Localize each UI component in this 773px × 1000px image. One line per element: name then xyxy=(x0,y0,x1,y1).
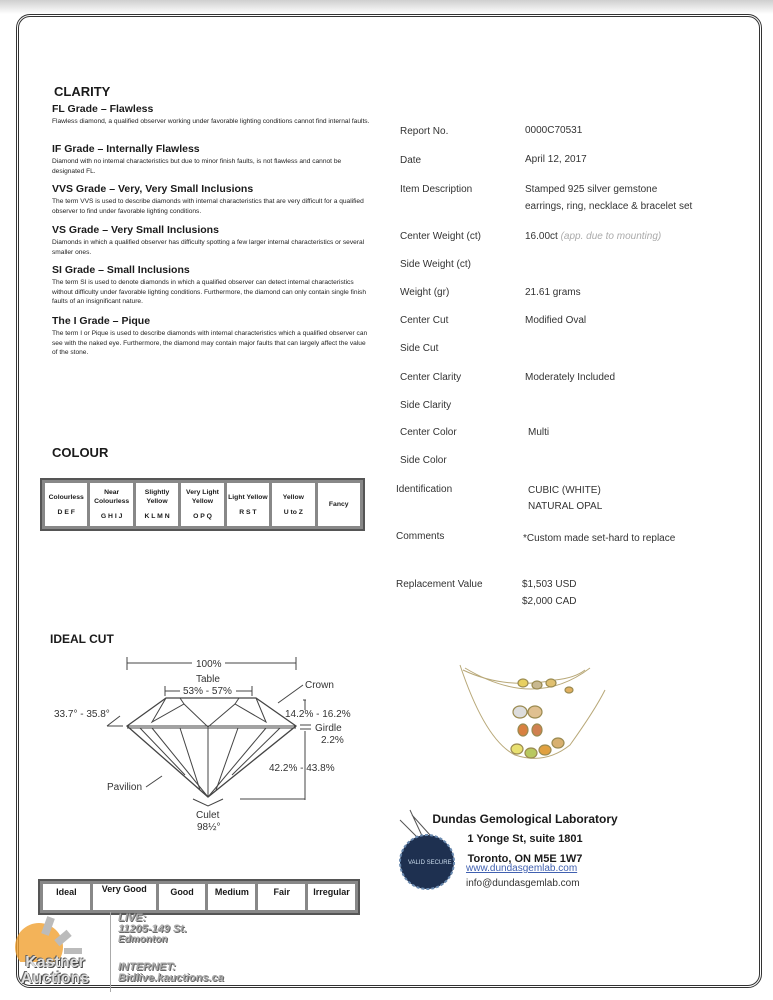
jewelry-photo xyxy=(455,650,615,780)
report-label: Side Color xyxy=(400,455,447,466)
crown-pct-label: 14.2% - 16.2% xyxy=(285,709,351,720)
divider xyxy=(110,912,111,992)
report-label: Date xyxy=(400,155,422,166)
report-value: Stamped 925 silver gemstone xyxy=(525,184,658,195)
grade-desc: The term I or Pique is used to describe diamonds with internal characteristics which a qualified observer can see with the naked eye. Furthermore, the diamond may contain major faults that can largely affect the value of the stone. xyxy=(52,330,368,356)
ideal-cut-heading: IDEAL CUT xyxy=(50,632,114,646)
internet-url: Bidlive.kauctions.ca xyxy=(118,972,224,984)
culet-value: 98½° xyxy=(197,822,221,833)
report-label: Item Description xyxy=(400,184,473,195)
live-address: 11205-149 St. xyxy=(118,923,187,935)
cut-grade-cell: Ideal xyxy=(43,884,90,910)
report-value: $2,000 CAD xyxy=(522,596,577,607)
grade-title: VVS Grade – Very, Very Small Inclusions xyxy=(52,183,254,195)
colour-grades: R S T xyxy=(239,508,257,516)
girdle-pct-label: 2.2% xyxy=(321,735,344,746)
report-value: Moderately Included xyxy=(525,372,616,383)
cut-grade-cell: Good xyxy=(159,884,206,910)
cut-grade-cell: Very Good xyxy=(93,884,156,910)
grade-desc: The term VVS is used to describe diamonds with internal characteristics that are very difficult for a qualified observer to find under favorable lighting conditions. xyxy=(52,198,364,215)
table-pct-label: 53% - 57% xyxy=(183,686,232,697)
grade-title: FL Grade – Flawless xyxy=(52,103,154,115)
report-label: Comments xyxy=(396,531,445,542)
colour-grades: D E F xyxy=(57,508,75,516)
report-note: (app. due to mounting) xyxy=(560,231,662,242)
pavilion-label: Pavilion xyxy=(107,782,143,793)
report-value: $1,503 USD xyxy=(522,579,577,590)
grade-title: SI Grade – Small Inclusions xyxy=(52,264,190,276)
colour-name: Near Colourless xyxy=(94,489,130,505)
colour-name: Very Light Yellow xyxy=(186,489,219,505)
report-label: Side Weight (ct) xyxy=(400,259,471,270)
lab-name: Dundas Gemological Laboratory xyxy=(432,812,618,826)
table-label: Table xyxy=(196,674,220,685)
report-label: Center Cut xyxy=(400,315,449,326)
internet-label: INTERNET: xyxy=(118,961,176,973)
report-label: Center Color xyxy=(400,427,457,438)
report-value: Modified Oval xyxy=(525,315,587,326)
report-label: Center Weight (ct) xyxy=(400,231,481,242)
crown-label: Crown xyxy=(305,680,334,691)
report-value: 21.61 grams xyxy=(525,287,581,298)
grade-desc: The term SI is used to denote diamonds in which a qualified observer can detect internal characteristics without difficulty under favorable lighting conditions. Furthermore, the diamond can only contain single finish faults of an insignificant nature. xyxy=(52,279,366,305)
colour-name: Slightly Yellow xyxy=(144,489,170,505)
report-value: earrings, ring, necklace & bracelet set xyxy=(525,201,693,212)
report-label: Side Clarity xyxy=(400,400,452,411)
grade-title: IF Grade – Internally Flawless xyxy=(52,143,200,155)
cut-grade-cell: Medium xyxy=(208,884,255,910)
colour-grades: U to Z xyxy=(283,508,303,516)
grade-title: VS Grade – Very Small Inclusions xyxy=(52,224,219,236)
lab-city: Toronto, ON M5E 1W7 xyxy=(467,853,583,865)
diamond-diagram xyxy=(0,0,400,880)
report-value: April 12, 2017 xyxy=(525,154,587,165)
live-label: LIVE: xyxy=(118,912,147,924)
cut-grade-scale xyxy=(38,879,360,915)
cut-grade-cell: Irregular xyxy=(308,884,355,910)
colour-name: Fancy xyxy=(328,501,349,508)
cut-grade-cell: Fair xyxy=(258,884,305,910)
report-value: NATURAL OPAL xyxy=(528,501,603,512)
report-label: Replacement Value xyxy=(396,579,483,590)
report-label: Weight (gr) xyxy=(400,287,450,298)
seal-text: VALID SECURE xyxy=(408,860,452,866)
report-value: 0000C70531 xyxy=(525,125,583,136)
report-label: Center Clarity xyxy=(400,372,462,383)
grade-desc: Flawless diamond, a qualified observer working under favorable lighting conditions cannot find internal faults. xyxy=(52,118,370,125)
lab-address: 1 Yonge St, suite 1801 xyxy=(467,833,583,845)
colour-name: Light Yellow xyxy=(228,493,268,501)
report-label: Side Cut xyxy=(400,343,439,354)
colour-name: Yellow xyxy=(282,493,304,501)
crown-angle-label: 33.7° - 35.8° xyxy=(54,709,110,720)
width-label: 100% xyxy=(196,659,222,670)
colour-grades: O P Q xyxy=(193,513,212,520)
report-label: Report No. xyxy=(400,126,449,137)
report-value: *Custom made set-hard to replace xyxy=(523,533,676,544)
colour-grades: K L M N xyxy=(144,513,170,520)
grade-desc: Diamond with no internal characteristics but due to minor finish faults, is not flawless and cannot be designated FL. xyxy=(52,158,342,175)
colour-name: Colourless xyxy=(48,493,84,501)
grade-title: The I Grade – Pique xyxy=(52,315,151,327)
report-label: Identification xyxy=(396,484,453,495)
report-value: CUBIC (WHITE) xyxy=(528,485,601,496)
lab-website-link[interactable]: www.dundasgemlab.com xyxy=(466,863,578,874)
lab-email: info@dundasgemlab.com xyxy=(466,878,580,889)
pavilion-pct-label: 42.2% - 43.8% xyxy=(269,763,335,774)
report-value: Multi xyxy=(528,427,550,438)
live-city: Edmonton xyxy=(118,934,168,945)
girdle-label: Girdle xyxy=(315,723,342,734)
clarity-heading: CLARITY xyxy=(54,84,111,99)
colour-grades: G H I J xyxy=(100,513,123,520)
colour-heading: COLOUR xyxy=(52,445,109,460)
culet-label: Culet xyxy=(196,810,220,821)
grade-desc: Diamonds in which a qualified observer has difficulty spotting a few larger internal characteristics or several smaller ones. xyxy=(52,239,365,256)
report-value: 16.00ct xyxy=(525,231,558,242)
kastner-logo-text: Kastner Auctions xyxy=(20,954,90,987)
lab-info xyxy=(430,809,620,869)
